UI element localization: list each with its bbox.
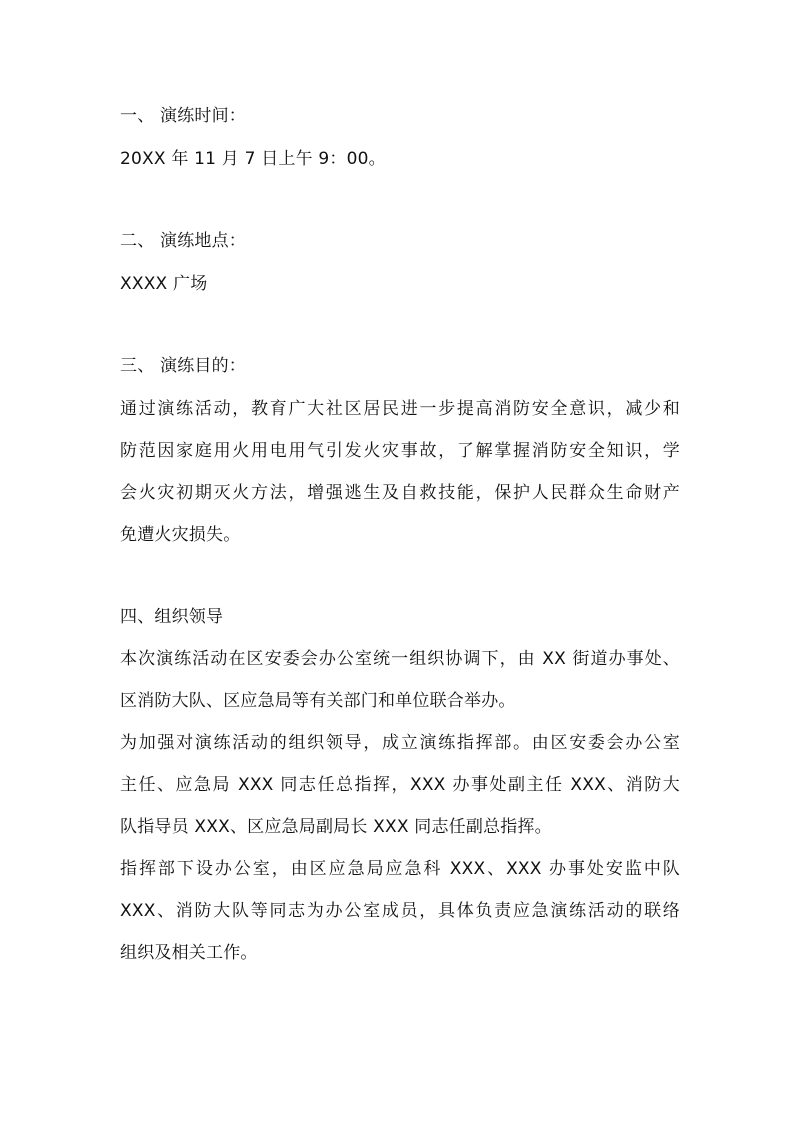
section-heading-time: 一、 演练时间： <box>120 106 247 126</box>
organization-line-1: 本次演练活动在区安委会办公室统一组织协调下，由 XX 街道办事处、 <box>120 649 680 669</box>
organization-line-4: 主任、应急局 XXX 同志任总指挥，XXX 办事处副主任 XXX、消防大 <box>120 775 680 795</box>
section-heading-location: 二、 演练地点： <box>120 231 247 251</box>
organization-line-3: 为加强对演练活动的组织领导，成立演练指挥部。由区安委会办公室 <box>120 733 680 753</box>
organization-line-6: 指挥部下设办公室，由区应急局应急科 XXX、XXX 办事处安监中队 <box>120 859 680 879</box>
purpose-line-4: 免遭火灾损失。 <box>120 525 241 545</box>
section-heading-organization: 四、组织领导 <box>120 607 224 627</box>
drill-time-text: 20XX 年 11 月 7 日上午 9：00。 <box>120 149 386 169</box>
organization-line-5: 队指导员 XXX、区应急局副局长 XXX 同志任副总指挥。 <box>120 817 552 837</box>
organization-line-7: XXX、消防大队等同志为办公室成员，具体负责应急演练活动的联络 <box>120 901 680 921</box>
organization-line-8: 组织及相关工作。 <box>120 943 258 963</box>
purpose-line-1: 通过演练活动，教育广大社区居民进一步提高消防安全意识，减少和 <box>120 399 680 419</box>
section-heading-purpose: 三、 演练目的： <box>120 356 247 376</box>
organization-line-2: 区消防大队、区应急局等有关部门和单位联合举办。 <box>120 691 516 711</box>
drill-location-text: XXXX 广场 <box>120 274 208 294</box>
purpose-line-3: 会火灾初期灭火方法，增强逃生及自救技能，保护人民群众生命财产 <box>120 483 680 503</box>
purpose-line-2: 防范因家庭用火用电用气引发火灾事故，了解掌握消防安全知识，学 <box>120 441 680 461</box>
